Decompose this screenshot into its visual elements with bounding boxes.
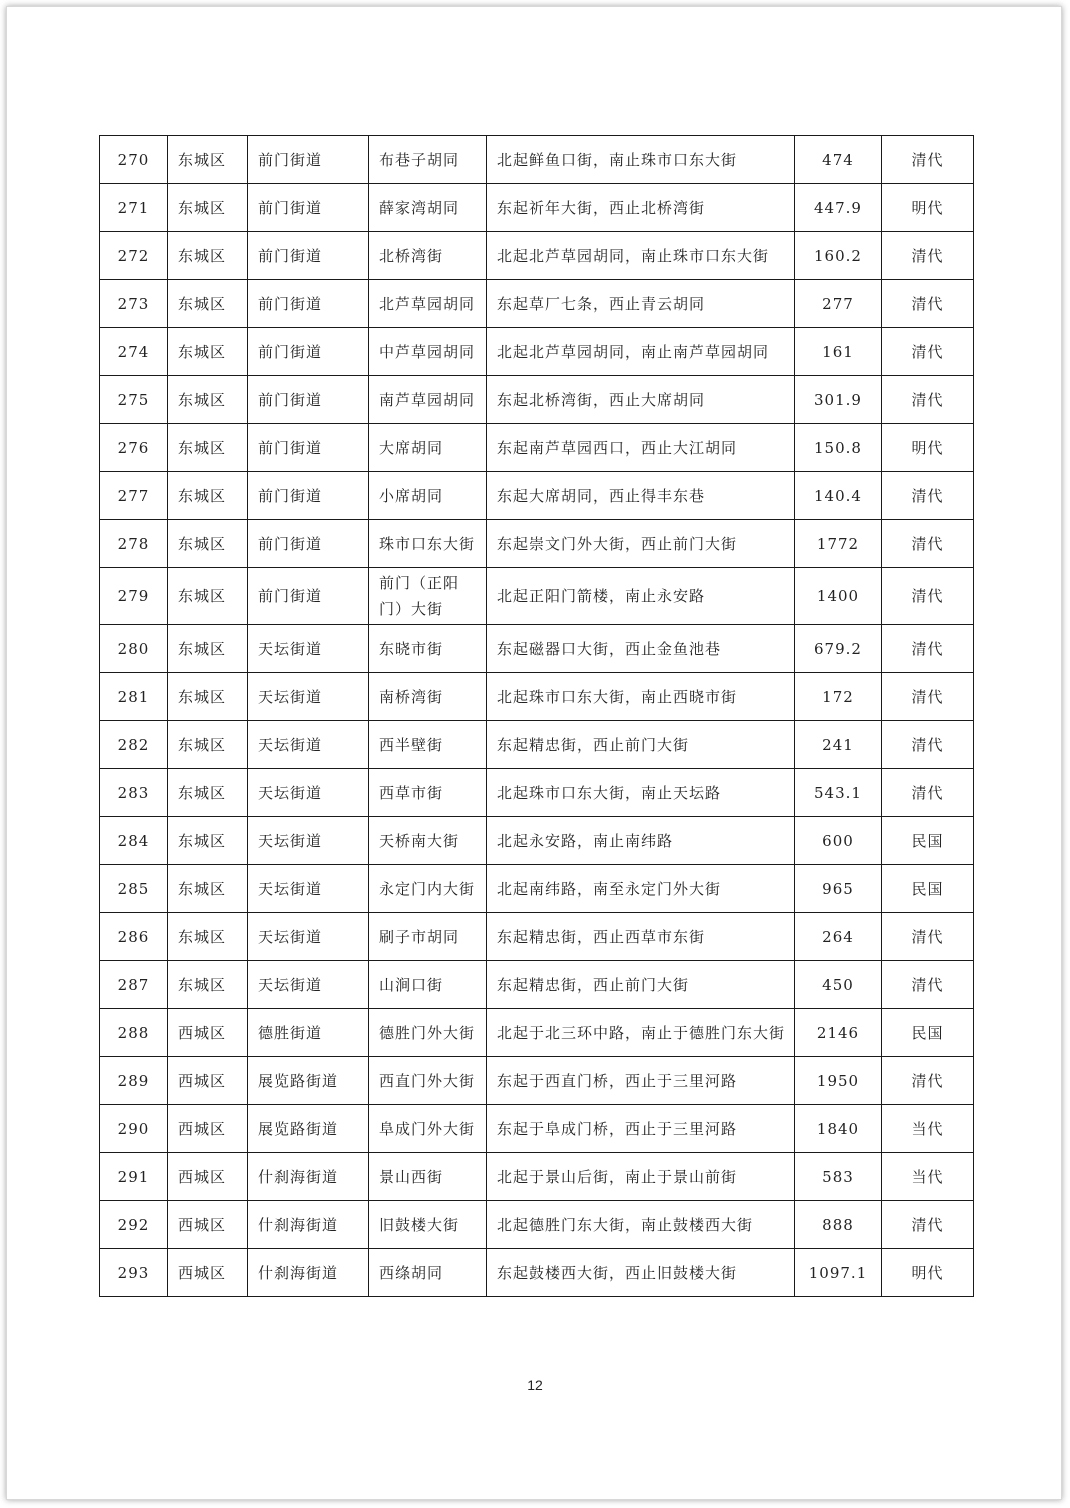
road-length-cell: 241 [795, 721, 882, 769]
road-name-cell: 布巷子胡同 [369, 136, 487, 184]
road-length-cell: 150.8 [795, 424, 882, 472]
district-cell: 东城区 [168, 184, 248, 232]
table-row [100, 184, 974, 232]
road-range-cell: 北起永安路，南止南纬路 [487, 817, 795, 865]
row-number: 275 [100, 376, 168, 424]
road-length-cell: 679.2 [795, 625, 882, 673]
subdistrict-cell: 什刹海街道 [248, 1201, 369, 1249]
district-cell: 西城区 [168, 1153, 248, 1201]
table-row [100, 673, 974, 721]
road-range-cell: 东起精忠街，西止西草市东街 [487, 913, 795, 961]
subdistrict-cell: 前门街道 [248, 136, 369, 184]
subdistrict-cell: 前门街道 [248, 184, 369, 232]
table-row [100, 568, 974, 625]
road-name-cell: 西草市街 [369, 769, 487, 817]
district-cell: 东城区 [168, 424, 248, 472]
era-cell: 清代 [882, 961, 974, 1009]
table-row [100, 625, 974, 673]
road-name-cell: 前门（正阳门）大街 [369, 568, 487, 625]
road-name-cell: 德胜门外大街 [369, 1009, 487, 1057]
table-row [100, 913, 974, 961]
road-length-cell: 1840 [795, 1105, 882, 1153]
row-number: 272 [100, 232, 168, 280]
row-number: 273 [100, 280, 168, 328]
era-cell: 明代 [882, 1249, 974, 1297]
subdistrict-cell: 天坛街道 [248, 913, 369, 961]
road-length-cell: 140.4 [795, 472, 882, 520]
row-number: 285 [100, 865, 168, 913]
subdistrict-cell: 天坛街道 [248, 961, 369, 1009]
era-cell: 清代 [882, 520, 974, 568]
row-number: 286 [100, 913, 168, 961]
era-cell: 清代 [882, 136, 974, 184]
table-row [100, 1201, 974, 1249]
document-page [6, 6, 1062, 1500]
district-cell: 西城区 [168, 1201, 248, 1249]
road-table [99, 135, 974, 1297]
era-cell: 清代 [882, 232, 974, 280]
table-row [100, 1249, 974, 1297]
road-length-cell: 1097.1 [795, 1249, 882, 1297]
era-cell: 清代 [882, 913, 974, 961]
road-length-cell: 1950 [795, 1057, 882, 1105]
road-table-body [100, 136, 974, 1297]
row-number: 270 [100, 136, 168, 184]
era-cell: 明代 [882, 184, 974, 232]
road-length-cell: 450 [795, 961, 882, 1009]
row-number: 278 [100, 520, 168, 568]
road-name-cell: 南芦草园胡同 [369, 376, 487, 424]
road-range-cell: 北起于北三环中路，南止于德胜门东大街 [487, 1009, 795, 1057]
table-row [100, 520, 974, 568]
district-cell: 东城区 [168, 721, 248, 769]
road-name-cell: 西绦胡同 [369, 1249, 487, 1297]
table-row [100, 817, 974, 865]
subdistrict-cell: 前门街道 [248, 232, 369, 280]
subdistrict-cell: 前门街道 [248, 520, 369, 568]
road-name-cell: 永定门内大街 [369, 865, 487, 913]
road-range-cell: 东起鼓楼西大街，西止旧鼓楼大街 [487, 1249, 795, 1297]
subdistrict-cell: 天坛街道 [248, 769, 369, 817]
row-number: 290 [100, 1105, 168, 1153]
subdistrict-cell: 德胜街道 [248, 1009, 369, 1057]
era-cell: 清代 [882, 376, 974, 424]
road-name-cell: 北桥湾街 [369, 232, 487, 280]
road-length-cell: 160.2 [795, 232, 882, 280]
district-cell: 东城区 [168, 232, 248, 280]
row-number: 291 [100, 1153, 168, 1201]
era-cell: 民国 [882, 817, 974, 865]
subdistrict-cell: 什刹海街道 [248, 1153, 369, 1201]
row-number: 282 [100, 721, 168, 769]
era-cell: 当代 [882, 1153, 974, 1201]
road-range-cell: 北起德胜门东大街，南止鼓楼西大街 [487, 1201, 795, 1249]
road-range-cell: 东起草厂七条，西止青云胡同 [487, 280, 795, 328]
road-range-cell: 东起精忠街，西止前门大街 [487, 721, 795, 769]
row-number: 280 [100, 625, 168, 673]
road-range-cell: 东起于西直门桥，西止于三里河路 [487, 1057, 795, 1105]
road-length-cell: 161 [795, 328, 882, 376]
road-range-cell: 东起精忠街，西止前门大街 [487, 961, 795, 1009]
era-cell: 清代 [882, 769, 974, 817]
era-cell: 当代 [882, 1105, 974, 1153]
row-number: 283 [100, 769, 168, 817]
subdistrict-cell: 前门街道 [248, 568, 369, 625]
road-name-cell: 西半壁街 [369, 721, 487, 769]
district-cell: 东城区 [168, 769, 248, 817]
era-cell: 民国 [882, 865, 974, 913]
road-range-cell: 东起北桥湾街，西止大席胡同 [487, 376, 795, 424]
district-cell: 东城区 [168, 280, 248, 328]
road-name-cell: 阜成门外大街 [369, 1105, 487, 1153]
table-row [100, 424, 974, 472]
road-name-cell: 东晓市街 [369, 625, 487, 673]
road-name-cell: 景山西街 [369, 1153, 487, 1201]
subdistrict-cell: 什刹海街道 [248, 1249, 369, 1297]
row-number: 288 [100, 1009, 168, 1057]
table-row [100, 232, 974, 280]
row-number: 271 [100, 184, 168, 232]
district-cell: 东城区 [168, 472, 248, 520]
subdistrict-cell: 天坛街道 [248, 721, 369, 769]
table-row [100, 376, 974, 424]
district-cell: 东城区 [168, 865, 248, 913]
road-name-cell: 山涧口街 [369, 961, 487, 1009]
district-cell: 东城区 [168, 625, 248, 673]
road-range-cell: 东起于阜成门桥，西止于三里河路 [487, 1105, 795, 1153]
era-cell: 清代 [882, 625, 974, 673]
road-range-cell: 北起珠市口东大街，南止西晓市街 [487, 673, 795, 721]
road-range-cell: 北起正阳门箭楼，南止永安路 [487, 568, 795, 625]
row-number: 277 [100, 472, 168, 520]
era-cell: 清代 [882, 568, 974, 625]
subdistrict-cell: 展览路街道 [248, 1105, 369, 1153]
road-length-cell: 447.9 [795, 184, 882, 232]
subdistrict-cell: 前门街道 [248, 328, 369, 376]
table-row [100, 136, 974, 184]
district-cell: 西城区 [168, 1249, 248, 1297]
era-cell: 清代 [882, 1057, 974, 1105]
district-cell: 西城区 [168, 1009, 248, 1057]
row-number: 287 [100, 961, 168, 1009]
row-number: 293 [100, 1249, 168, 1297]
subdistrict-cell: 天坛街道 [248, 625, 369, 673]
subdistrict-cell: 展览路街道 [248, 1057, 369, 1105]
road-length-cell: 172 [795, 673, 882, 721]
district-cell: 东城区 [168, 568, 248, 625]
road-length-cell: 583 [795, 1153, 882, 1201]
table-row [100, 769, 974, 817]
table-row [100, 1105, 974, 1153]
era-cell: 清代 [882, 1201, 974, 1249]
district-cell: 东城区 [168, 376, 248, 424]
table-row [100, 1009, 974, 1057]
subdistrict-cell: 前门街道 [248, 376, 369, 424]
era-cell: 清代 [882, 472, 974, 520]
road-range-cell: 北起于景山后街，南止于景山前街 [487, 1153, 795, 1201]
road-range-cell: 北起北芦草园胡同，南止南芦草园胡同 [487, 328, 795, 376]
subdistrict-cell: 前门街道 [248, 424, 369, 472]
table-row [100, 1057, 974, 1105]
era-cell: 民国 [882, 1009, 974, 1057]
row-number: 284 [100, 817, 168, 865]
table-row [100, 472, 974, 520]
district-cell: 东城区 [168, 961, 248, 1009]
road-name-cell: 珠市口东大街 [369, 520, 487, 568]
road-name-cell: 天桥南大街 [369, 817, 487, 865]
era-cell: 明代 [882, 424, 974, 472]
subdistrict-cell: 天坛街道 [248, 865, 369, 913]
road-length-cell: 600 [795, 817, 882, 865]
road-range-cell: 东起大席胡同，西止得丰东巷 [487, 472, 795, 520]
road-length-cell: 888 [795, 1201, 882, 1249]
road-length-cell: 474 [795, 136, 882, 184]
row-number: 289 [100, 1057, 168, 1105]
road-name-cell: 薛家湾胡同 [369, 184, 487, 232]
road-name-cell: 小席胡同 [369, 472, 487, 520]
road-length-cell: 543.1 [795, 769, 882, 817]
road-range-cell: 东起磁器口大街，西止金鱼池巷 [487, 625, 795, 673]
road-name-cell: 南桥湾街 [369, 673, 487, 721]
subdistrict-cell: 前门街道 [248, 472, 369, 520]
row-number: 292 [100, 1201, 168, 1249]
district-cell: 东城区 [168, 520, 248, 568]
road-length-cell: 264 [795, 913, 882, 961]
table-row [100, 865, 974, 913]
row-number: 274 [100, 328, 168, 376]
row-number: 281 [100, 673, 168, 721]
road-name-cell: 西直门外大街 [369, 1057, 487, 1105]
road-range-cell: 北起南纬路，南至永定门外大街 [487, 865, 795, 913]
road-name-cell: 北芦草园胡同 [369, 280, 487, 328]
road-length-cell: 2146 [795, 1009, 882, 1057]
road-name-cell: 中芦草园胡同 [369, 328, 487, 376]
road-length-cell: 1400 [795, 568, 882, 625]
road-range-cell: 北起珠市口东大街，南止天坛路 [487, 769, 795, 817]
table-row [100, 1153, 974, 1201]
road-range-cell: 北起北芦草园胡同，南止珠市口东大街 [487, 232, 795, 280]
road-range-cell: 东起南芦草园西口，西止大江胡同 [487, 424, 795, 472]
era-cell: 清代 [882, 280, 974, 328]
era-cell: 清代 [882, 673, 974, 721]
table-row [100, 961, 974, 1009]
subdistrict-cell: 天坛街道 [248, 673, 369, 721]
row-number: 276 [100, 424, 168, 472]
district-cell: 东城区 [168, 913, 248, 961]
road-name-cell: 刷子市胡同 [369, 913, 487, 961]
district-cell: 西城区 [168, 1105, 248, 1153]
table-row [100, 280, 974, 328]
road-range-cell: 东起崇文门外大街，西止前门大街 [487, 520, 795, 568]
table-row [100, 328, 974, 376]
page-number: 12 [527, 1377, 543, 1393]
subdistrict-cell: 前门街道 [248, 280, 369, 328]
road-length-cell: 277 [795, 280, 882, 328]
era-cell: 清代 [882, 721, 974, 769]
district-cell: 东城区 [168, 673, 248, 721]
road-range-cell: 东起祈年大街，西止北桥湾街 [487, 184, 795, 232]
road-name-cell: 旧鼓楼大街 [369, 1201, 487, 1249]
road-length-cell: 301.9 [795, 376, 882, 424]
road-length-cell: 965 [795, 865, 882, 913]
era-cell: 清代 [882, 328, 974, 376]
district-cell: 西城区 [168, 1057, 248, 1105]
district-cell: 东城区 [168, 136, 248, 184]
subdistrict-cell: 天坛街道 [248, 817, 369, 865]
road-range-cell: 北起鲜鱼口街，南止珠市口东大街 [487, 136, 795, 184]
district-cell: 东城区 [168, 328, 248, 376]
road-length-cell: 1772 [795, 520, 882, 568]
row-number: 279 [100, 568, 168, 625]
road-name-cell: 大席胡同 [369, 424, 487, 472]
district-cell: 东城区 [168, 817, 248, 865]
table-row [100, 721, 974, 769]
